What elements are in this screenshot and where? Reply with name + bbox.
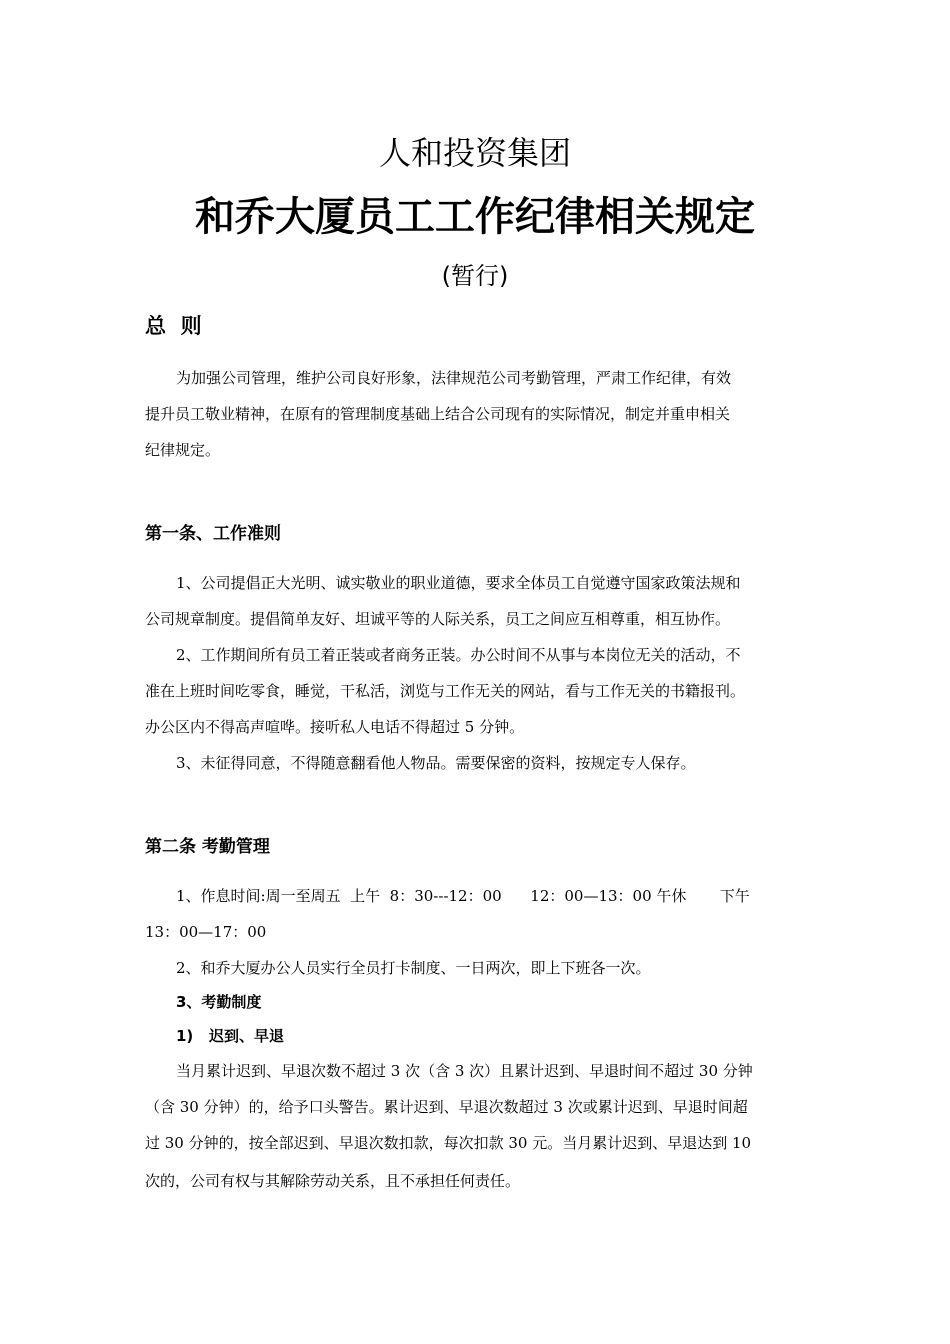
section-heading-article1: 第一条、工作准则 bbox=[145, 524, 281, 544]
paragraph-line: 公司规章制度。提倡简单友好、坦诚平等的人际关系，员工之间应互相尊重，相互协作。 bbox=[145, 610, 731, 628]
section-heading-general: 总 则 bbox=[145, 314, 202, 338]
paragraph-line: 当月累计迟到、早退次数不超过 3 次（含 3 次）且累计迟到、早退时间不超过 30 分钟 bbox=[176, 1062, 753, 1080]
paragraph-line: 次的，公司有权与其解除劳动关系，且不承担任何责任。 bbox=[145, 1172, 521, 1190]
company-name: 人和投资集团 bbox=[378, 134, 571, 172]
paragraph-line: 过 30 分钟的，按全部迟到、早退次数扣款，每次扣款 30 元。当月累计迟到、早退达到 10 bbox=[145, 1134, 752, 1152]
paragraph-line: 1、作息时间:周一至周五 上午 8：30---12：00 12：00—13：00 午休 下午 bbox=[176, 887, 750, 905]
paragraph-line: （含 30 分钟）的，给予口头警告。累计迟到、早退次数超过 3 次或累计迟到、早退时间超 bbox=[145, 1098, 748, 1116]
paragraph-line: 为加强公司管理，维护公司良好形象，法律规范公司考勤管理，严肃工作纪律，有效 bbox=[176, 369, 732, 387]
paragraph-line: 纪律规定。 bbox=[145, 441, 221, 459]
paragraph-line: 准在上班时间吃零食，睡觉，干私活，浏览与工作无关的网站，看与工作无关的书籍报刊。 bbox=[145, 682, 746, 700]
subheading-late-early: 1) 迟到、早退 bbox=[176, 1027, 284, 1045]
document-title: 和乔大厦员工工作纪律相关规定 bbox=[195, 194, 755, 240]
paragraph-line: 1、公司提倡正大光明、诚实敬业的职业道德，要求全体员工自觉遵守国家政策法规和 bbox=[176, 574, 741, 592]
document-subtitle: (暂行) bbox=[441, 262, 509, 290]
paragraph-line: 办公区内不得高声喧哗。接听私人电话不得超过 5 分钟。 bbox=[145, 718, 525, 736]
paragraph-line: 2、工作期间所有员工着正装或者商务正装。办公时间不从事与本岗位无关的活动，不 bbox=[176, 646, 741, 664]
paragraph-line: 13：00—17：00 bbox=[145, 923, 267, 941]
paragraph-line: 2、和乔大厦办公人员实行全员打卡制度、一日两次，即上下班各一次。 bbox=[176, 959, 651, 977]
section-heading-article2: 第二条 考勤管理 bbox=[145, 837, 270, 857]
subheading-attendance: 3、考勤制度 bbox=[176, 993, 262, 1011]
paragraph-line: 3、未征得同意，不得随意翻看他人物品。需要保密的资料，按规定专人保存。 bbox=[176, 754, 696, 772]
paragraph-line: 提升员工敬业精神，在原有的管理制度基础上结合公司现有的实际情况，制定并重申相关 bbox=[145, 405, 731, 423]
